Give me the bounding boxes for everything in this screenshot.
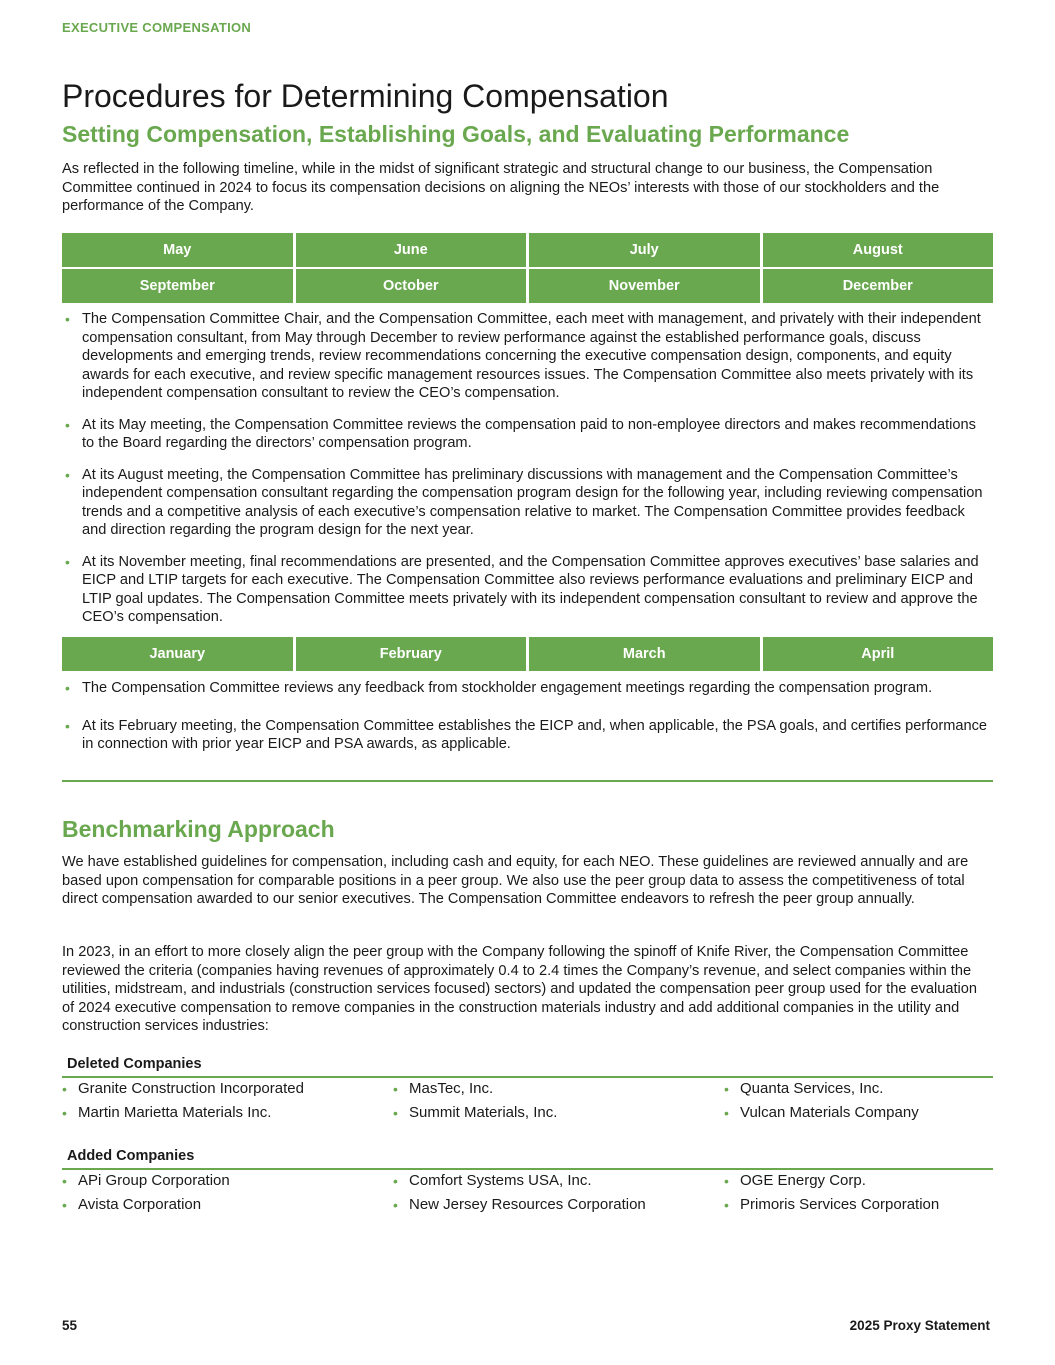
bullet-icon: • xyxy=(65,680,70,696)
section-subtitle: Setting Compensation, Establishing Goals, and Evaluating Performance xyxy=(62,121,850,147)
list-item: • At its May meeting, the Compensation Committee reviews the compensation paid to non-employee directors and makes recommendations to the Board regarding the directors’ compensation program. xyxy=(65,416,976,451)
month-august: August xyxy=(763,233,994,267)
timeline-row-sep-dec xyxy=(62,269,993,303)
bullet-icon: • xyxy=(62,1173,67,1189)
month-april: April xyxy=(763,637,994,671)
list-item: • The Compensation Committee reviews any feedback from stockholder engagement meetings regarding the compensation program. xyxy=(65,680,933,696)
list-item: • At its February meeting, the Compensation Committee establishes the EICP and, when applicable, the PSA goals, and certifies performance in connection with prior year EICP and PSA awards, as applicable. xyxy=(65,717,988,752)
list-item: • MasTec, Inc. xyxy=(393,1077,557,1101)
timeline-bullets-may-dec xyxy=(62,310,992,640)
list-item: • Quanta Services, Inc. xyxy=(724,1077,919,1101)
list-item: • Vulcan Materials Company xyxy=(724,1101,919,1125)
bullet-icon: • xyxy=(393,1105,398,1121)
bullet-icon: • xyxy=(393,1081,398,1097)
month-july: July xyxy=(529,233,760,267)
list-item: • Martin Marietta Materials Inc. xyxy=(62,1101,304,1125)
timeline-row-may-aug xyxy=(62,233,993,267)
timeline-row-jan-apr xyxy=(62,637,993,671)
list-item: • Granite Construction Incorporated xyxy=(62,1077,304,1101)
added-companies-header xyxy=(62,1148,993,1170)
month-january: January xyxy=(62,637,293,671)
section-divider xyxy=(62,780,993,782)
list-item: • At its August meeting, the Compensation Committee has preliminary discussions with management and the Compensation Committee’s independent compensation consultant regarding the compensation program design for the following year, including reviewing compensation trends and a competitive analysis of each executive’s compensation relative to market. The Compensation Committee provides feedback and direction regarding the program design for the next year. xyxy=(65,466,983,538)
timeline-bullets-jan-apr xyxy=(62,679,992,767)
page-title: Procedures for Determining Compensation xyxy=(62,78,669,114)
bullet-icon: • xyxy=(65,416,70,433)
bullet-icon: • xyxy=(724,1197,729,1213)
month-september: September xyxy=(62,269,293,303)
bullet-icon: • xyxy=(62,1197,67,1213)
deleted-companies-col-1 xyxy=(62,1077,304,1125)
list-item: • New Jersey Resources Corporation xyxy=(393,1193,646,1217)
deleted-companies-col-2 xyxy=(393,1077,557,1125)
month-december: December xyxy=(763,269,994,303)
list-item: • APi Group Corporation xyxy=(62,1169,230,1193)
bullet-icon: • xyxy=(393,1173,398,1189)
bullet-icon: • xyxy=(724,1173,729,1189)
bullet-icon: • xyxy=(724,1105,729,1121)
list-item: • The Compensation Committee Chair, and the Compensation Committee, each meet with management, and privately with their independent compensation consultant, from May through December to review performance against the established performance goals, discuss developments and emerging trends, review recommendations concerning the executive compensation design, components, and equity awards for each executive, and review specific management resources issues. The Compensation Committee also meets privately with its independent compensation consultant to review the CEO’s compensation. xyxy=(65,311,981,401)
deleted-companies-col-3 xyxy=(724,1077,919,1125)
added-companies-col-1 xyxy=(62,1169,230,1217)
section-label: EXECUTIVE COMPENSATION xyxy=(62,20,252,35)
bullet-icon: • xyxy=(62,1081,67,1097)
document-name: 2025 Proxy Statement xyxy=(849,1318,990,1333)
month-march: March xyxy=(529,637,760,671)
list-item: • At its November meeting, final recommendations are presented, and the Compensation Committee approves executives’ base salaries and EICP and LTIP targets for each executive. The Compensation Committee also reviews performance evaluations and preliminary EICP and LTIP goal updates. The Compensation Committee meets privately with its independent compensation consultant to review and approve the CEO’s compensation. xyxy=(65,553,979,625)
bullet-icon: • xyxy=(724,1081,729,1097)
list-item: • Primoris Services Corporation xyxy=(724,1193,939,1217)
added-companies-col-3 xyxy=(724,1169,939,1217)
month-november: November xyxy=(529,269,760,303)
bullet-icon: • xyxy=(393,1197,398,1213)
intro-paragraph: As reflected in the following timeline, while in the midst of significant strategic and structural change to our business, the Compensation Committee continued in 2024 to focus its compensation decisions on aligning the NEOs’ interests with those of our stockholders and the performance of the Company. xyxy=(62,161,940,214)
bullet-icon: • xyxy=(65,311,70,327)
benchmark-paragraph-1: We have established guidelines for compensation, including cash and equity, for each NEO. These guidelines are reviewed annually and are based upon compensation for comparable positions in a peer group. We also use the peer group data to assess the competitiveness of total direct compensation awarded to our senior executives. The Compensation Committee endeavors to refresh the peer group annually. xyxy=(62,854,969,907)
deleted-companies-label: Deleted Companies xyxy=(67,1056,202,1072)
list-item: • Avista Corporation xyxy=(62,1193,230,1217)
benchmark-paragraph-2: In 2023, in an effort to more closely align the peer group with the Company following the spinoff of Knife River, the Compensation Committee reviewed the criteria (companies having revenues of approximately 0.4 to 2.4 times the Company’s revenue, and select companies within the utilities, midstream, and industrials (construction services focused) sectors) and updated the compensation peer group used for the evaluation of 2024 executive compensation to remove companies in the construction materials industry and add additional companies in the utility and construction services industries: xyxy=(62,944,978,1034)
list-item: • Summit Materials, Inc. xyxy=(393,1101,557,1125)
month-may: May xyxy=(62,233,293,267)
bullet-icon: • xyxy=(65,553,70,570)
list-item: • OGE Energy Corp. xyxy=(724,1169,939,1193)
benchmark-title: Benchmarking Approach xyxy=(62,816,335,842)
page-number: 55 xyxy=(62,1318,78,1333)
month-june: June xyxy=(296,233,527,267)
bullet-icon: • xyxy=(65,717,70,734)
added-companies-col-2 xyxy=(393,1169,646,1217)
month-october: October xyxy=(296,269,527,303)
bullet-icon: • xyxy=(65,466,70,483)
list-item: • Comfort Systems USA, Inc. xyxy=(393,1169,646,1193)
deleted-companies-header xyxy=(62,1056,993,1078)
added-companies-label: Added Companies xyxy=(67,1148,195,1164)
month-february: February xyxy=(296,637,527,671)
bullet-icon: • xyxy=(62,1105,67,1121)
